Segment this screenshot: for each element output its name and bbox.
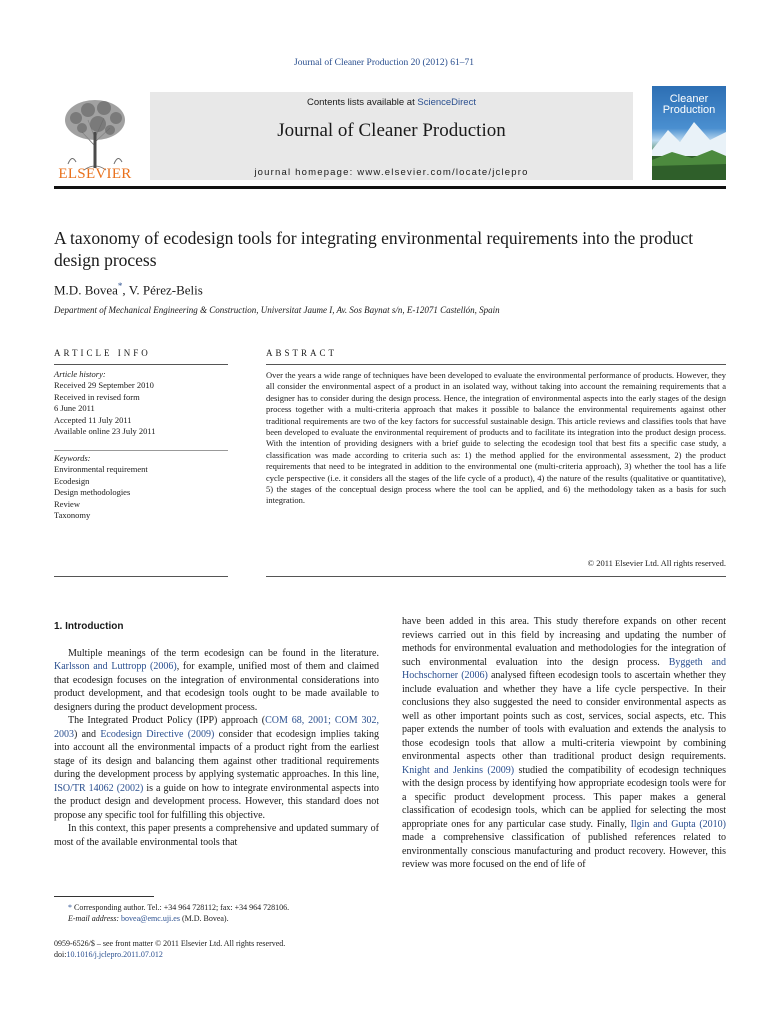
cover-title: Cleaner Production (662, 93, 716, 116)
footnote-rule (54, 896, 154, 897)
paragraph: have been added in this area. This study therefore expands on other recent reviews carried out in this field by increasing and updating the number of methods for environmental evaluation and methodologies for the integration of such environmental evaluation into the design process. Byggeth and Hochschorner (2006) analysed fifteen ecodesign tools to ascertain whether they include evaluation and whether they have a life cycle perspective. In their conclusions they also suggested the need to consider environmental aspects as well as other important points such as cost, services, social aspects, etc. This paper extends the number of tools with evaluation and extends the analysis to those ecodesign tools that allow a multi-criteria viewpoint by combining environmental aspects other than traditional product design requirements. Knight and Jenkins (2009) studied the compatibility of ecodesign techniques with the design process by identifying how appropriate ecodesign tools were for a specific product development process. This paper makes a general classification of ecodesign tools, which can be applied for selecting the most appropriate ones for any particular case study. Finally, Ilgin and Gupta (2010) made a comprehensive classification of published references related to environmentally conscious manufacturing and product recovery. However, this review was more focused on the end of life of (402, 616, 727, 870)
author-perez-belis[interactable]: V. Pérez-Belis (128, 282, 203, 298)
sciencedirect-link[interactable]: ScienceDirect (417, 97, 476, 108)
divider (54, 576, 228, 577)
paragraph: In this context, this paper presents a comprehensive and updated summary of most of the available environmental tools that (54, 823, 379, 848)
issn-line: 0959-6526/$ – see front matter © 2011 Elsevier Ltd. All rights reserved. (54, 939, 286, 948)
divider (266, 576, 726, 577)
ref-knight-jenkins[interactable]: Knight and Jenkins (2009) (402, 764, 515, 776)
keyword-item: Design methodologies (54, 487, 131, 498)
author-email-link[interactable]: bovea@emc.uji.es (121, 913, 180, 923)
ref-ilgin-gupta[interactable]: Ilgin and Gupta (2010) (630, 818, 726, 830)
paragraph: Multiple meanings of the term ecodesign can be found in the literature. Karlsson and Luttropp (2006), for example, unified most of them and claimed that ecodesign focuses on the integration of environmental considerations into product development, and that ecodesign tools ought to be made available to designers during the product development process. (54, 647, 379, 713)
section-heading: 1. Introduction (54, 621, 124, 632)
journal-citation[interactable]: Journal of Cleaner Production 20 (2012) 61–71 (294, 58, 474, 68)
list-item: Available online 23 July 2011 (54, 426, 156, 437)
divider (266, 364, 726, 365)
mountain-landscape-icon (652, 86, 726, 180)
keyword-item: Environmental requirement (54, 464, 148, 475)
article-history: Article history: Received 29 September 2010 Received in revised form 6 June 2011 Accepted 11 July 2011 Available online 23 July 2011 (54, 369, 228, 437)
contents-line: Contents lists available at ScienceDirect (307, 97, 476, 108)
journal-name: Journal of Cleaner Production (277, 120, 506, 141)
journal-cover-image (652, 86, 726, 180)
ref-com[interactable]: COM 68, 2001; COM 302, 2003 (54, 715, 379, 740)
author-bovea[interactable]: M.D. Bovea (54, 282, 118, 298)
abstract-copyright: © 2011 Elsevier Ltd. All rights reserved. (587, 558, 726, 568)
corresponding-author-mark[interactable]: * (117, 281, 123, 291)
footnote-mark: * (68, 903, 72, 912)
abstract-text: Over the years a wide range of techniques have been developed to evaluate the environmental performance of products. However, they all consider the environmental aspect of a product in an isolated way, without taking into account the remaining requirements that a designer has to consider during the design process. Hence, the integration of environmental aspects into the early stages of the design process together with a multi-criteria approach that makes it possible to balance the environmental requirements against other traditional requirements are two of the key factors for successful sustainable design. This article reviews and classifies tools that have been developed to evaluate the environmental requirement of products and to facilitate its integration into the product design process. With the intention of providing designers with a brief guide to selecting the ecodesign tool that best fits a specific case study, a classification was made according to criteria such as: 1) the method applied for the environmental assessment, 2) the product requirements that need to be integrated in addition to the environmental one (multi-criteria approach), 3) whether the tool has a life cycle perspective (i.e. it considers all the stages of the life cycle of a product), 4) the nature of the results (qualitative or quantitative), 5) the stages of the conceptual design process where the tool can be applied, and 6) the methodology taken as a basis for such integration. (266, 370, 726, 506)
body-column-right (402, 615, 726, 872)
ref-karlsson-luttropp[interactable]: Karlsson and Luttropp (2006) (54, 661, 177, 672)
header-rule (54, 186, 726, 189)
list-item: 6 June 2011 (54, 403, 95, 414)
ref-ecodesign-directive[interactable]: Ecodesign Directive (2009) (100, 728, 215, 740)
affiliation: Department of Mechanical Engineering & Construction, Universitat Jaume I, Av. Sos Baynat s/n, E-12071 Castellón, Spain (54, 305, 500, 315)
issn-doi-block: 0959-6526/$ – see front matter © 2011 Elsevier Ltd. All rights reserved. doi:10.1016/j.jclepro.2011.07.012 (54, 938, 379, 960)
body-column-left (54, 620, 379, 849)
paragraph: The Integrated Product Policy (IPP) approach (COM 68, 2001; COM 302, 2003) and Ecodesign Directive (2009) consider that ecodesign implies taking into account all the environmental impacts of a product right from the earliest stage of its design and balancing them against other traditional requirements during the development process by applying systematic approaches. In this line, ISO/TR 14062 (2002) is a guide on how to integrate environmental aspects into the product design and development process. However, this standard does not propose any specific tool for fulfilling this objective. (54, 715, 379, 821)
abstract-label: ABSTRACT (266, 348, 338, 358)
list-item: Received 29 September 2010 (54, 380, 154, 391)
divider (54, 364, 228, 365)
keyword-item: Review (54, 498, 80, 509)
author-list: M.D. Bovea*, V. Pérez-Belis (54, 281, 203, 298)
list-item: Accepted 11 July 2011 (54, 414, 132, 425)
keyword-item: Ecodesign (54, 475, 90, 486)
footnote: * Corresponding author. Tel.: +34 964 728112; fax: +34 964 728106. E-mail address: bovea@emc.uji.es (M.D. Bovea). (68, 903, 290, 923)
article-title: A taxonomy of ecodesign tools for integrating environmental requirements into the product design process (54, 228, 694, 270)
ref-byggeth-hochschorner[interactable]: Byggeth and Hochschorner (2006) (402, 656, 726, 681)
journal-banner (150, 92, 633, 180)
article-info-label: ARTICLE INFO (54, 348, 151, 358)
list-item: Received in revised form (54, 391, 140, 402)
ref-iso-tr-14062[interactable]: ISO/TR 14062 (2002) (54, 782, 144, 794)
journal-homepage-link[interactable]: journal homepage: www.elsevier.com/locate/jclepro (254, 167, 529, 178)
doi-link[interactable]: 10.1016/j.jclepro.2011.07.012 (66, 950, 163, 959)
keywords: Keywords: Environmental requirement Ecodesign Design methodologies Review Taxonomy (54, 453, 228, 521)
keyword-item: Taxonomy (54, 510, 91, 521)
divider (54, 450, 228, 451)
publisher-logo-text: ELSEVIER (58, 166, 132, 182)
